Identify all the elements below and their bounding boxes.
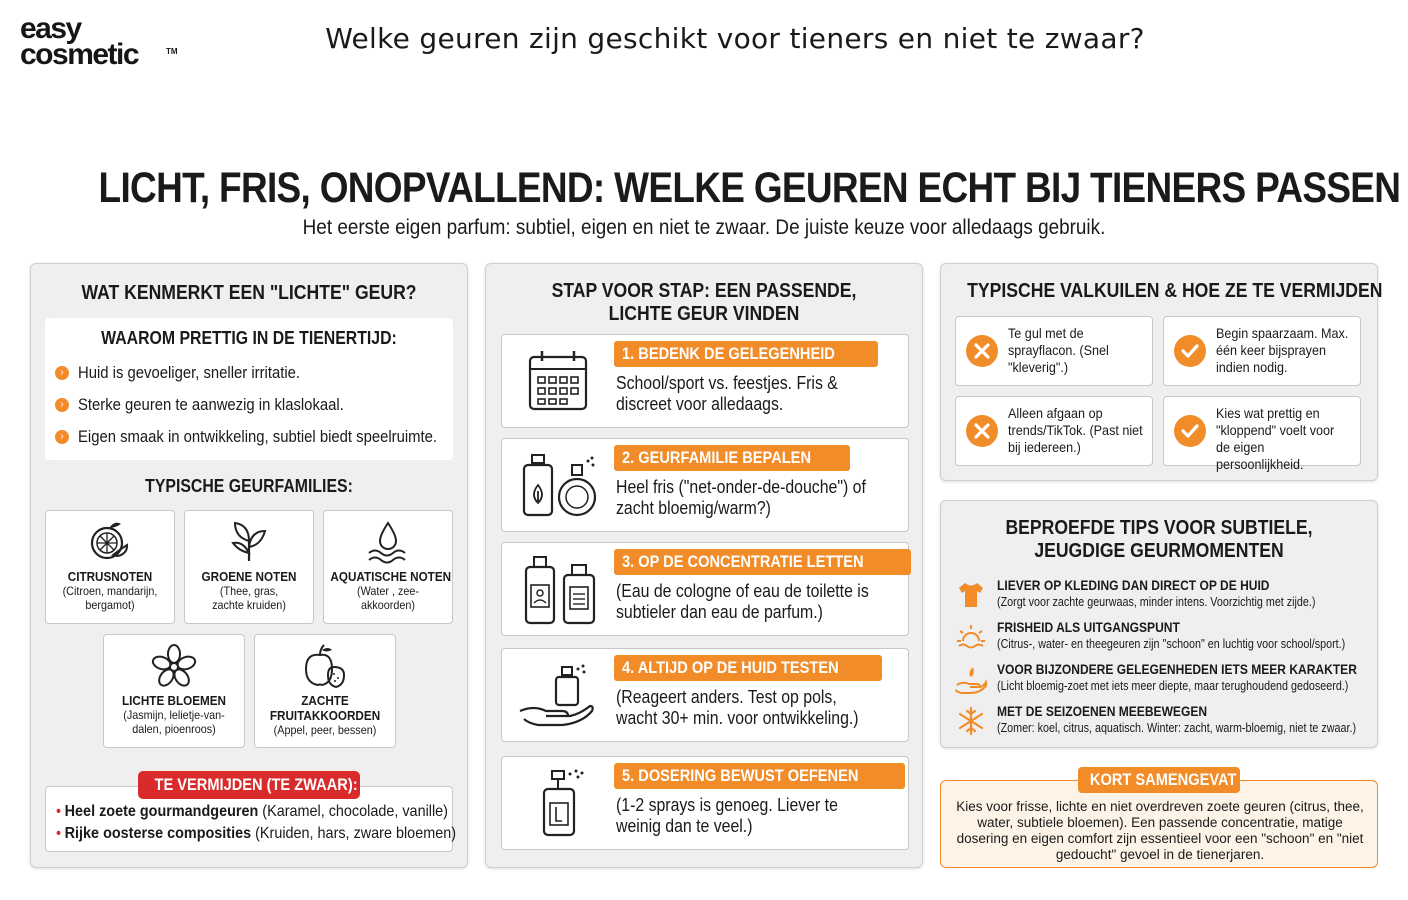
- family-name: GROENE NOTEN: [201, 569, 297, 584]
- why-item: › Sterke geuren te aanwezig in klaslokaal.: [45, 389, 453, 421]
- step-label-badge: 2. GEURFAMILIE BEPALEN: [614, 445, 850, 471]
- perfume-bottles-icon: [516, 451, 600, 521]
- why-heading: WAAROM PRETTIG IN DE TIENERTIJD:: [101, 328, 397, 348]
- step-desc: School/sport vs. feestjes. Fris & discreet voor alledaags.: [616, 373, 838, 414]
- infographic-subtitle: Het eerste eigen parfum: subtiel, eigen en niet te zwaar. De juiste keuze voor alledaags gebruik.: [302, 216, 1106, 239]
- tip-title: FRISHEID ALS UITGANGSPUNT: [997, 619, 1180, 635]
- pitfall-card: [1163, 316, 1361, 386]
- family-card-fruit: [254, 634, 396, 748]
- spray-bottle-icon: [516, 769, 600, 839]
- calendar-icon: [516, 347, 600, 417]
- hand-spray-icon: [516, 661, 600, 731]
- citrus-icon: [85, 517, 135, 567]
- family-card-flowers: [103, 634, 245, 748]
- summary-box: [940, 780, 1378, 868]
- arrow-bullet-icon: ›: [55, 430, 69, 444]
- tip-item: [955, 703, 1375, 739]
- family-desc: (Thee, gras,: [219, 584, 279, 598]
- tip-title: MET DE SEIZOENEN MEEBEWEGEN: [997, 703, 1208, 719]
- pitfall-text: Kies wat prettig en "kloppend" voelt voor de eigen persoonlijkheid.: [1216, 405, 1335, 472]
- step-card: [501, 648, 909, 742]
- step-desc: (Eau de cologne of eau de toilette is subtieler dan eau de parfum.): [616, 581, 869, 622]
- step-desc: (Reageert anders. Test op pols, wacht 30+ min. voor ontwikkeling.): [616, 687, 859, 728]
- x-icon: [966, 335, 998, 367]
- tip-desc: (Citrus-, water- en theegeuren zijn "schoon" en luchtig voor school/sport.): [997, 637, 1346, 651]
- family-card-aquatic: [323, 510, 453, 624]
- family-name: CITRUSNOTEN: [67, 569, 153, 584]
- family-desc: (Appel, peer, bessen): [273, 723, 377, 737]
- page-question: Welke geuren zijn geschikt voor tieners en niet te zwaar?: [325, 22, 1145, 55]
- tip-title: LIEVER OP KLEDING DAN DIRECT OP DE HUID: [997, 577, 1270, 593]
- step-label-badge: 3. OP DE CONCENTRATIE LETTEN: [614, 549, 911, 575]
- family-name: LICHTE BLOEMEN: [121, 693, 227, 708]
- x-icon: [966, 415, 998, 447]
- why-item: › Eigen smaak in ontwikkeling, subtiel biedt speelruimte.: [45, 421, 453, 453]
- family-desc: bergamot): [85, 598, 135, 612]
- pitfall-card: [1163, 396, 1361, 472]
- flower-icon: [149, 641, 199, 691]
- hand-flame-icon: [955, 663, 987, 695]
- why-box: [45, 318, 453, 460]
- pitfall-text: Begin spaarzaam. Max. één keer bijsprayen indien nodig.: [1216, 325, 1349, 375]
- avoid-item: • Heel zoete gourmandgeuren (Karamel, chocolade, vanille): [56, 803, 448, 820]
- tip-desc: (Zomer: koel, citrus, aquatisch. Winter: zacht, warm-bloemig, niet te zwaar.): [997, 721, 1357, 735]
- family-desc: (Jasmijn, lelietje-van-: [123, 708, 225, 722]
- pitfall-text: Te gul met de sprayflacon. (Snel "kleverig".): [1008, 325, 1109, 375]
- step-card: [501, 438, 909, 532]
- step-card: [501, 542, 909, 636]
- tips-heading: BEPROEFDE TIPS VOOR SUBTIELE, JEUGDIGE GEURMOMENTEN: [1005, 517, 1313, 562]
- family-desc: (Water , zee-: [356, 584, 420, 598]
- tip-desc: (Zorgt voor zachte geurwaas, minder intens. Voorzichtig met zijde.): [997, 595, 1316, 609]
- tshirt-icon: [955, 579, 987, 611]
- pitfall-card: [955, 396, 1153, 466]
- step-label-badge: 4. ALTIJD OP DE HUID TESTEN: [614, 655, 882, 681]
- family-desc: akkoorden): [360, 598, 416, 612]
- family-name: ZACHTE: [301, 693, 349, 708]
- avoid-heading-badge: TE VERMIJDEN (TE ZWAAR):: [138, 771, 360, 799]
- pitfalls-heading: TYPISCHE VALKUILEN & HOE ZE TE VERMIJDEN: [967, 280, 1383, 302]
- arrow-bullet-icon: ›: [55, 366, 69, 380]
- logo-text-line2: cosmetic: [20, 38, 139, 71]
- steps-heading: STAP VOOR STAP: EEN PASSENDE, LICHTE GEUR VINDEN: [551, 280, 857, 325]
- tips-panel: [940, 500, 1378, 748]
- bottle-labels-icon: [516, 555, 600, 625]
- family-desc: dalen, pioenroos): [132, 722, 216, 736]
- check-icon: [1174, 335, 1206, 367]
- step-desc: Heel fris ("net-onder-de-douche") of zacht bloemig/warm?): [616, 477, 866, 518]
- fruit-icon: [300, 641, 350, 691]
- step-desc: (1-2 sprays is genoeg. Liever te weinig dan te veel.): [616, 795, 838, 836]
- summary-text: Kies voor frisse, lichte en niet overdreven zoete geuren (citrus, thee, water, subtiele bloemen). Een passende concentratie, matige dosering en eigen comfort zijn essentieel voor een "schoon" en "niet gedoucht" gevoel in de tienerjaren.: [956, 799, 1364, 862]
- light-scent-heading: WAT KENMERKT EEN "LICHTE" GEUR?: [81, 282, 417, 304]
- families-heading: TYPISCHE GEURFAMILIES:: [145, 476, 353, 496]
- check-icon: [1174, 415, 1206, 447]
- tip-desc: (Licht bloemig-zoet met iets meer diepte, maar terughoudend gedoseerd.): [997, 679, 1349, 693]
- step-label-badge: 5. DOSERING BEWUST OEFENEN: [614, 763, 905, 789]
- family-name-line2: FRUITAKKOORDEN: [269, 708, 381, 723]
- arrow-bullet-icon: ›: [55, 398, 69, 412]
- summary-heading-badge: KORT SAMENGEVAT: [1078, 767, 1240, 793]
- family-desc: zachte kruiden): [212, 598, 286, 612]
- step-card: [501, 334, 909, 428]
- tip-title: VOOR BIJZONDERE GELEGENHEDEN IETS MEER KARAKTER: [997, 661, 1357, 677]
- easy-cosmetic-logo: [20, 12, 180, 71]
- tip-item: [955, 577, 1375, 613]
- family-desc: (Citroen, mandarijn,: [62, 584, 158, 598]
- pitfall-card: [955, 316, 1153, 386]
- family-name: AQUATISCHE NOTEN: [330, 569, 452, 584]
- family-card-green: [184, 510, 314, 624]
- avoid-item: • Rijke oosterse composities (Kruiden, hars, zware bloemen): [56, 825, 457, 842]
- why-item: › Huid is gevoeliger, sneller irritatie.: [45, 357, 453, 389]
- pitfalls-panel: [940, 263, 1383, 481]
- logo-text-line1: easy: [20, 12, 81, 45]
- infographic-title: LICHT, FRIS, ONOPVALLEND: WELKE GEUREN ECHT BIJ TIENERS PASSEN: [98, 164, 1401, 212]
- step-label-badge: 1. BEDENK DE GELEGENHEID: [614, 341, 878, 367]
- pitfall-text: Alleen afgaan op trends/TikTok. (Past niet bij iedereen.): [1008, 405, 1143, 455]
- tip-item: [955, 661, 1375, 697]
- leaf-icon: [224, 517, 274, 567]
- water-drop-icon: [363, 517, 413, 567]
- sun-icon: [955, 621, 987, 653]
- steps-panel: [485, 263, 923, 868]
- tip-item: [955, 619, 1375, 655]
- step-card: [501, 756, 909, 850]
- snowflake-icon: [955, 705, 987, 737]
- family-card-citrus: [45, 510, 175, 624]
- logo-trademark: TM: [166, 47, 178, 56]
